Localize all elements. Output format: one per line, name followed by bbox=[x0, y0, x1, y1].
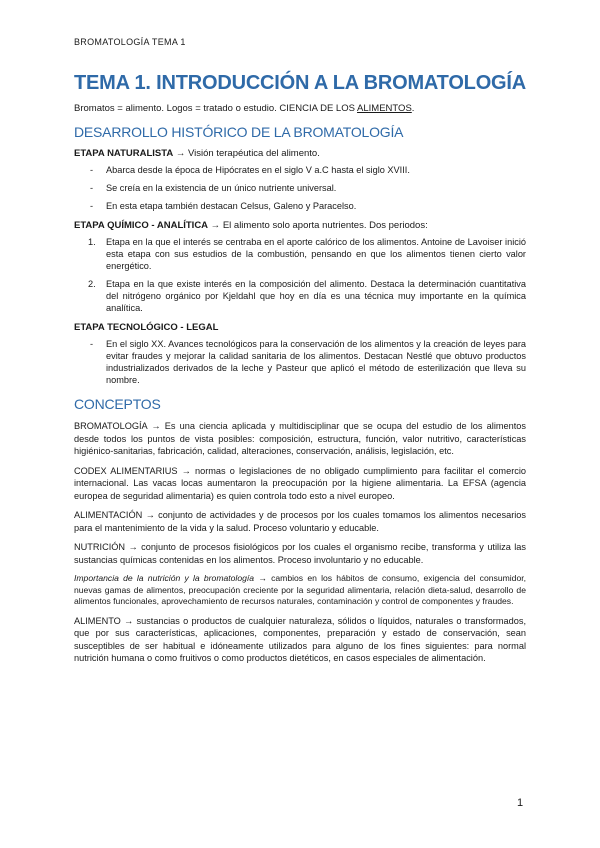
intro-end: . bbox=[411, 103, 415, 114]
item-text: Etapa en la que existe interés en la composición del alimento. Destaca la determinación cuantitativa del nitrógeno orgánico por Kjeldahl que hoy en día es una técnica muy importante en la química analítica. bbox=[106, 279, 526, 313]
concept-text: → conjunto de actividades y de procesos por los cuales tomamos los alimentos necesarios para el mantenimiento de la vida y la salud. Proceso voluntario y educable. bbox=[74, 510, 526, 533]
stage-label: ETAPA NATURALISTA bbox=[74, 148, 174, 159]
intro-line bbox=[74, 103, 526, 114]
stage-quimico-analitica bbox=[74, 220, 526, 231]
section-heading-history: DESARROLLO HISTÓRICO DE LA BROMATOLOGÍA bbox=[74, 124, 404, 140]
concept-term: NUTRICIÓN bbox=[74, 542, 126, 552]
item-number: 1. bbox=[88, 237, 96, 247]
list-item: - En el siglo XX. Avances tecnológicos para la conservación de los alimentos y la creación de leyes para evitar fraudes y mejorar la calidad sanitaria de los alimentos. Destacan Nestlé que obtuvo productos industrializados derivados de la leche y Pasteur que aplicó el método de esterilización que lleva su nombre. bbox=[74, 338, 526, 386]
list-item bbox=[74, 236, 526, 272]
page-title: TEMA 1. INTRODUCCIÓN A LA BROMATOLOGÍA bbox=[74, 72, 527, 94]
stage-naturalista-list bbox=[74, 164, 526, 212]
intro-underlined: ALIMENTOS bbox=[357, 103, 412, 114]
concept-alimentacion bbox=[74, 509, 526, 534]
page-number: 1 bbox=[517, 797, 524, 809]
item-number: 2. bbox=[88, 279, 96, 289]
page-content bbox=[74, 72, 526, 672]
stage-naturalista bbox=[74, 148, 526, 159]
concept-term: ALIMENTO bbox=[74, 615, 121, 626]
concept-codex bbox=[74, 465, 526, 503]
list-item bbox=[74, 278, 526, 314]
running-header: BROMATOLOGÍA TEMA 1 bbox=[74, 37, 186, 47]
list-item: - En esta etapa también destacan Celsus, Galeno y Paracelso. bbox=[74, 200, 526, 212]
concept-text: → sustancias o productos de cualquier naturaleza, sólidos o líquidos, naturales o transformados, que por sus características, aplicaciones, componentes, preparación y estado de conservación, sean susceptibles de ser habitual e idóneamente utilizados para alguno de los fines siguientes: para normal nutrición humana o como fruitivos o como productos dietéticos, en casos especiales de alimentación. bbox=[74, 615, 526, 663]
concept-text: → Es una ciencia aplicada y multidisciplinar que se ocupa del estudio de los alimentos desde todos los puntos de vista posibles: composición, estructura, función, valor nutritivo, características higiénico-sanitarias, fabricación, calidad, alteraciones, conservación, análisis, legislación, etc. bbox=[74, 421, 526, 456]
stage-desc: → El alimento solo aporta nutrientes. Dos periodos: bbox=[208, 220, 428, 231]
stage-quimico-list bbox=[74, 236, 526, 314]
section-heading-concepts: CONCEPTOS bbox=[74, 396, 161, 412]
concept-term: CODEX ALIMENTARIUS bbox=[74, 465, 178, 476]
concept-text: → normas o legislaciones de no obligado cumplimiento para facilitar el comercio internacional. Las vacas locas aumentaron la preocupación por la higiene alimentaria. La EFSA (agencia europea de seguridad alimentaria) es quien controla todo esto a nivel europeo. bbox=[74, 465, 526, 501]
intro-text: Bromatos = alimento. Logos = tratado o estudio. CIENCIA DE LOS bbox=[74, 103, 358, 114]
concept-importancia bbox=[74, 573, 526, 608]
stage-tecnologico-legal bbox=[74, 322, 526, 333]
concept-bromatologia bbox=[74, 420, 526, 458]
concept-text: → cambios en los hábitos de consumo, exigencia del consumidor, nuevas gamas de alimentos, preocupación creciente por la seguridad alimentaria, relación dieta-salud, desarrollo de alimentos funcionales, aprovechamiento de recursos naturales, contaminación y control de componentes y fraudes. bbox=[74, 573, 527, 606]
stage-tecnologico-list bbox=[74, 338, 526, 386]
item-text: Etapa en la que el interés se centraba en el aporte calórico de los alimentos. Antoine de Lavoiser inició esta etapa con sus estudios de la combustión, pensando en que los alimentos tienen cierto valor energético. bbox=[106, 237, 526, 271]
concept-term: ALIMENTACIÓN bbox=[74, 510, 143, 520]
concept-term: BROMATOLOGÍA bbox=[74, 421, 148, 431]
concept-alimento bbox=[74, 615, 526, 665]
concepts-list bbox=[74, 420, 526, 665]
concept-nutricion bbox=[74, 541, 526, 566]
list-item: - Abarca desde la época de Hipócrates en el siglo V a.C hasta el siglo XVIII. bbox=[74, 164, 526, 176]
stage-label: ETAPA QUÍMICO - ANALÍTICA bbox=[74, 220, 209, 231]
concept-term: Importancia de la nutrición y la bromatología bbox=[74, 573, 255, 583]
concept-text: → conjunto de procesos fisiológicos por los cuales el organismo recibe, transforma y utiliza las sustancias químicas contenidas en los alimentos. Proceso involuntario y no educable. bbox=[74, 542, 526, 565]
list-item: - Se creía en la existencia de un único nutriente universal. bbox=[74, 182, 526, 194]
stage-label: ETAPA TECNOLÓGICO - LEGAL bbox=[74, 322, 219, 333]
stage-desc: → Visión terapéutica del alimento. bbox=[173, 148, 320, 159]
